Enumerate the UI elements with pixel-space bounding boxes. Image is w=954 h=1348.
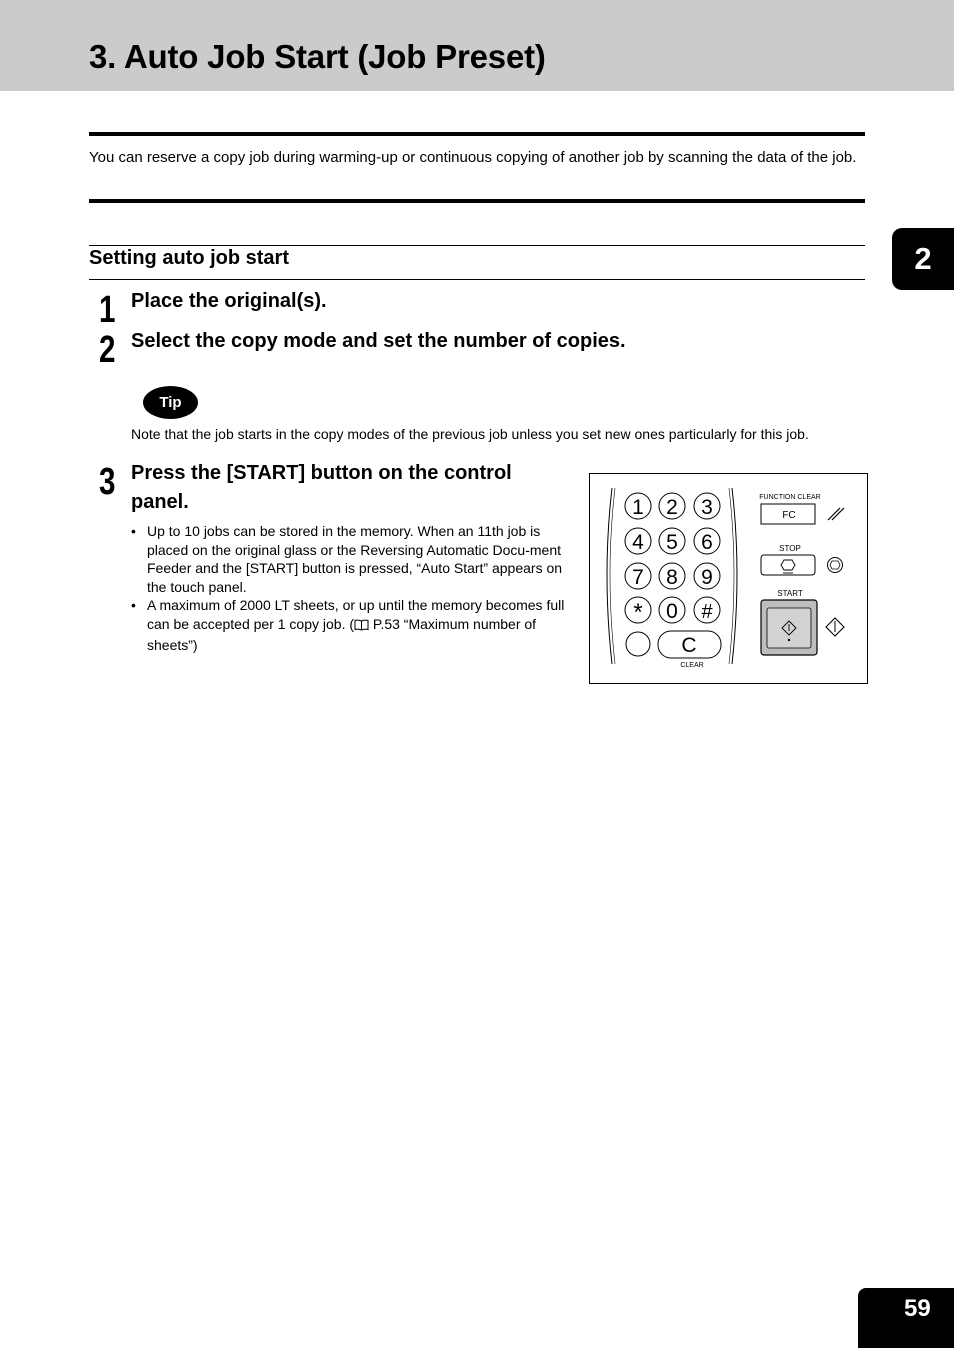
section-heading: Setting auto job start [89,247,289,269]
key-label: 2 [666,496,678,519]
clear-label: CLEAR [680,662,704,669]
tip-text: Note that the job starts in the copy modes of the previous job unless you set new ones particularly for this job. [131,426,809,442]
keypad-frame [610,488,615,664]
page-title: 3. Auto Job Start (Job Preset) [89,38,546,75]
blank-key-button [626,632,650,656]
step-title: Select the copy mode and set the number of copies. [131,330,626,352]
list-item: • Up to 10 jobs can be stored in the memory. When an 11th job is placed on the original glass or the Reversing Automatic Docu-ment Feeder and the [START] button is pressed, “Auto Start” appears on the touch panel. [131,523,563,595]
start-icon [826,618,844,636]
key-label: 8 [666,566,678,589]
key-label: 9 [701,566,713,589]
bullet-text: Up to 10 jobs can be stored in the memory. When an 11th job is placed on the original glass or the Reversing Automatic Docu-ment Feeder and the [START] button is pressed, “Auto Start” appears on the touch panel. [147,523,563,595]
stop-icon [828,558,843,573]
key-label: 6 [701,531,713,554]
stop-label: STOP [779,544,801,553]
page-number: 59 [858,1288,954,1348]
bullet-text: P.53 “Maximum number of sheets”) [147,615,537,653]
intro-bottom-rule [89,199,865,203]
step-number: 3 [99,461,116,503]
intro-text: You can reserve a copy job during warming-up or continuous copying of another job by scanning the data of the job. [89,149,857,166]
step-title-line: panel. [131,491,189,513]
section-bottom-rule [89,279,865,280]
function-clear-icon [828,508,844,520]
key-label: 3 [701,496,713,519]
book-icon [354,617,369,636]
key-label: # [701,601,713,623]
chapter-tab: 2 [892,228,954,290]
intro-top-rule [89,132,865,136]
step-title-line: Press the [START] button on the control [131,462,512,484]
step-number: 1 [99,289,116,331]
keypad-frame [732,488,737,664]
key-label: 1 [632,496,644,519]
fc-key-label: FC [782,510,796,521]
start-label: START [777,589,803,598]
function-clear-label: FUNCTION CLEAR [759,494,821,501]
bullet-list [131,522,567,654]
list-item: • A maximum of 2000 LT sheets, or up until the memory becomes full can be accepted per 1 copy job. ( P.53 “Maximum number of sheets”) [131,597,565,653]
step-number: 2 [99,329,116,371]
tip-badge: Tip [143,386,198,419]
key-label: 7 [632,566,644,589]
stop-button [761,555,815,575]
key-label: * [633,599,643,626]
key-label: 4 [632,531,644,554]
key-label: 0 [666,600,678,623]
clear-key-label: C [681,634,697,657]
step-title [131,459,512,517]
bullet-text: A maximum of 2000 LT sheets, or up until the memory becomes full can be accepted per 1 copy job. ( [147,597,565,632]
step-title: Place the original(s). [131,290,327,312]
section-top-rule [89,245,865,246]
key-label: 5 [666,531,678,554]
keypad-frame [607,488,612,664]
control-panel-illustration [589,473,868,684]
keypad-frame [729,488,734,664]
